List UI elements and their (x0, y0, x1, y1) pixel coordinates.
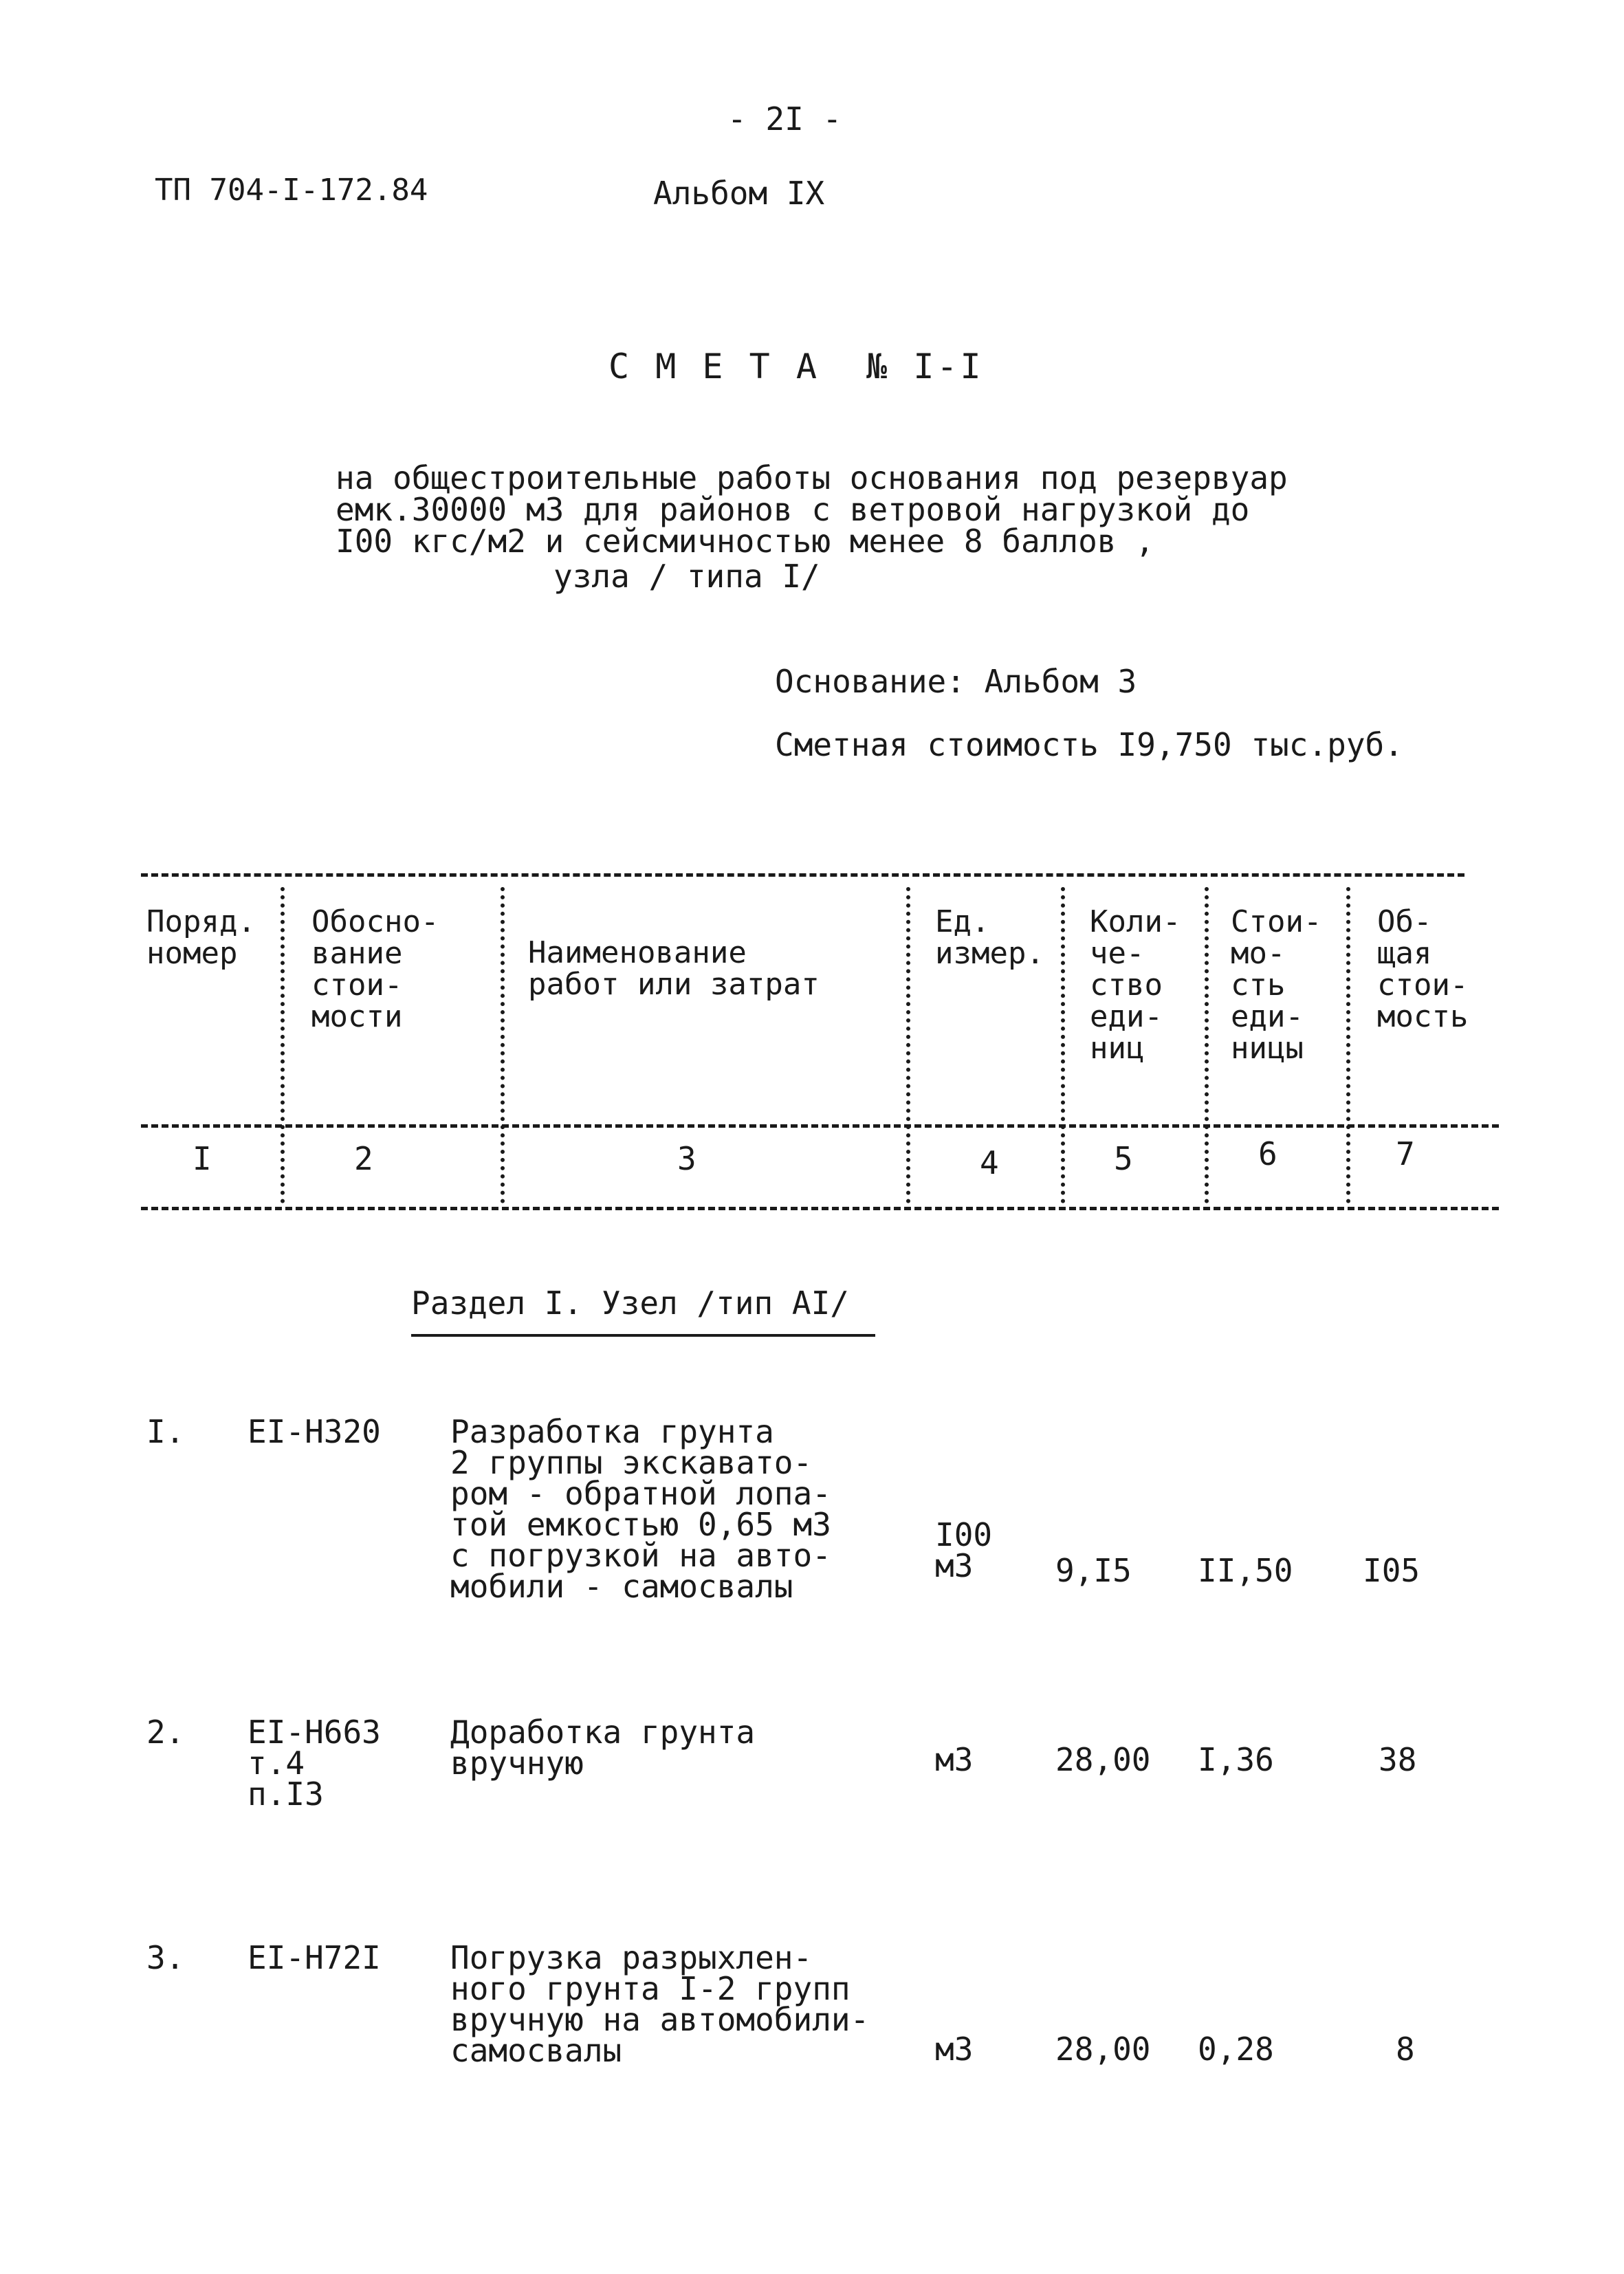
col-divider-3 (906, 887, 910, 1203)
row-code: EI-H663 т.4 п.I3 (248, 1714, 381, 1813)
document-code: ТП 704-I-172.84 (155, 173, 428, 208)
row-code: EI-H320 (248, 1413, 381, 1450)
table-mid-rule (141, 1124, 1499, 1128)
row-quantity: 28,00 (1055, 2031, 1151, 2068)
row-quantity: 9,I5 (1055, 1552, 1132, 1589)
col-number-6: 6 (1258, 1135, 1277, 1172)
table-top-rule (141, 873, 1464, 877)
row-work-name: Разработка грунта 2 группы экскавато- ром - обратной лопа- той емкостью 0,65 м3 с погрузкой на авто- мобили - самосвалы (450, 1413, 831, 1605)
col-divider-2 (501, 887, 505, 1203)
col-header-cost-basis: Обосно- вание стои- мости (311, 904, 439, 1034)
row-quantity: 28,00 (1055, 1741, 1151, 1778)
section-title-underline (411, 1334, 875, 1337)
col-divider-6 (1346, 887, 1350, 1203)
col-number-1: I (193, 1140, 212, 1177)
row-unit: I00 м3 (935, 1516, 993, 1584)
col-number-5: 5 (1114, 1140, 1133, 1177)
estimate-title: С М Е Т А № I-I (608, 347, 984, 386)
col-number-4: 4 (980, 1144, 999, 1181)
subtitle-line-1: на общестроительные работы основания под резервуар (336, 459, 1288, 496)
album-label: Альбом IX (653, 175, 825, 212)
col-header-quantity: Коли- че- ство еди- ниц (1090, 904, 1181, 1066)
row-total-cost: 38 (1379, 1741, 1417, 1778)
row-unit-cost: II,50 (1198, 1552, 1293, 1589)
col-header-unit: Ед. измер. (935, 904, 1044, 971)
row-total-cost: 8 (1396, 2031, 1415, 2068)
section-title: Раздел I. Узел /тип АI/ (411, 1284, 849, 1322)
col-number-3: 3 (677, 1140, 696, 1177)
row-unit-cost: I,36 (1198, 1741, 1274, 1778)
row-unit-cost: 0,28 (1198, 2031, 1274, 2068)
page-number: - 2I - (727, 100, 842, 138)
col-header-total-cost: Об- щая стои- мость (1377, 904, 1469, 1034)
estimated-cost-line: Сметная стоимость I9,750 тыс.руб. (775, 726, 1403, 763)
row-work-name: Погрузка разрыхлен- ного грунта I-2 групп вручную на автомобили- самосвалы (450, 1939, 870, 2069)
row-number: 2. (146, 1714, 185, 1751)
row-number: I. (146, 1413, 185, 1450)
basis-line: Основание: Альбом 3 (775, 663, 1137, 700)
col-divider-1 (281, 887, 285, 1203)
row-work-name: Доработка грунта вручную (450, 1714, 756, 1782)
subtitle-line-3: I00 кгс/м2 и сейсмичностью менее 8 баллов , (336, 523, 1154, 560)
row-total-cost: I05 (1363, 1552, 1420, 1589)
col-divider-4 (1061, 887, 1065, 1203)
col-number-7: 7 (1396, 1135, 1415, 1172)
row-unit: м3 (935, 2031, 974, 2068)
col-header-work-name: Наименование работ или затрат (528, 935, 820, 1002)
table-bottom-rule (141, 1207, 1499, 1210)
subtitle-line-4: узла / типа I/ (553, 558, 820, 595)
subtitle-line-2: емк.30000 м3 для районов с ветровой нагрузкой до (336, 491, 1250, 528)
row-unit: м3 (935, 1741, 974, 1778)
col-header-unit-cost: Стои- мо- сть еди- ницы (1231, 904, 1322, 1066)
col-number-2: 2 (354, 1140, 373, 1177)
col-divider-5 (1205, 887, 1209, 1203)
row-code: EI-H72I (248, 1939, 381, 1976)
col-header-order-number: Поряд. номер (146, 904, 256, 971)
row-number: 3. (146, 1939, 185, 1976)
